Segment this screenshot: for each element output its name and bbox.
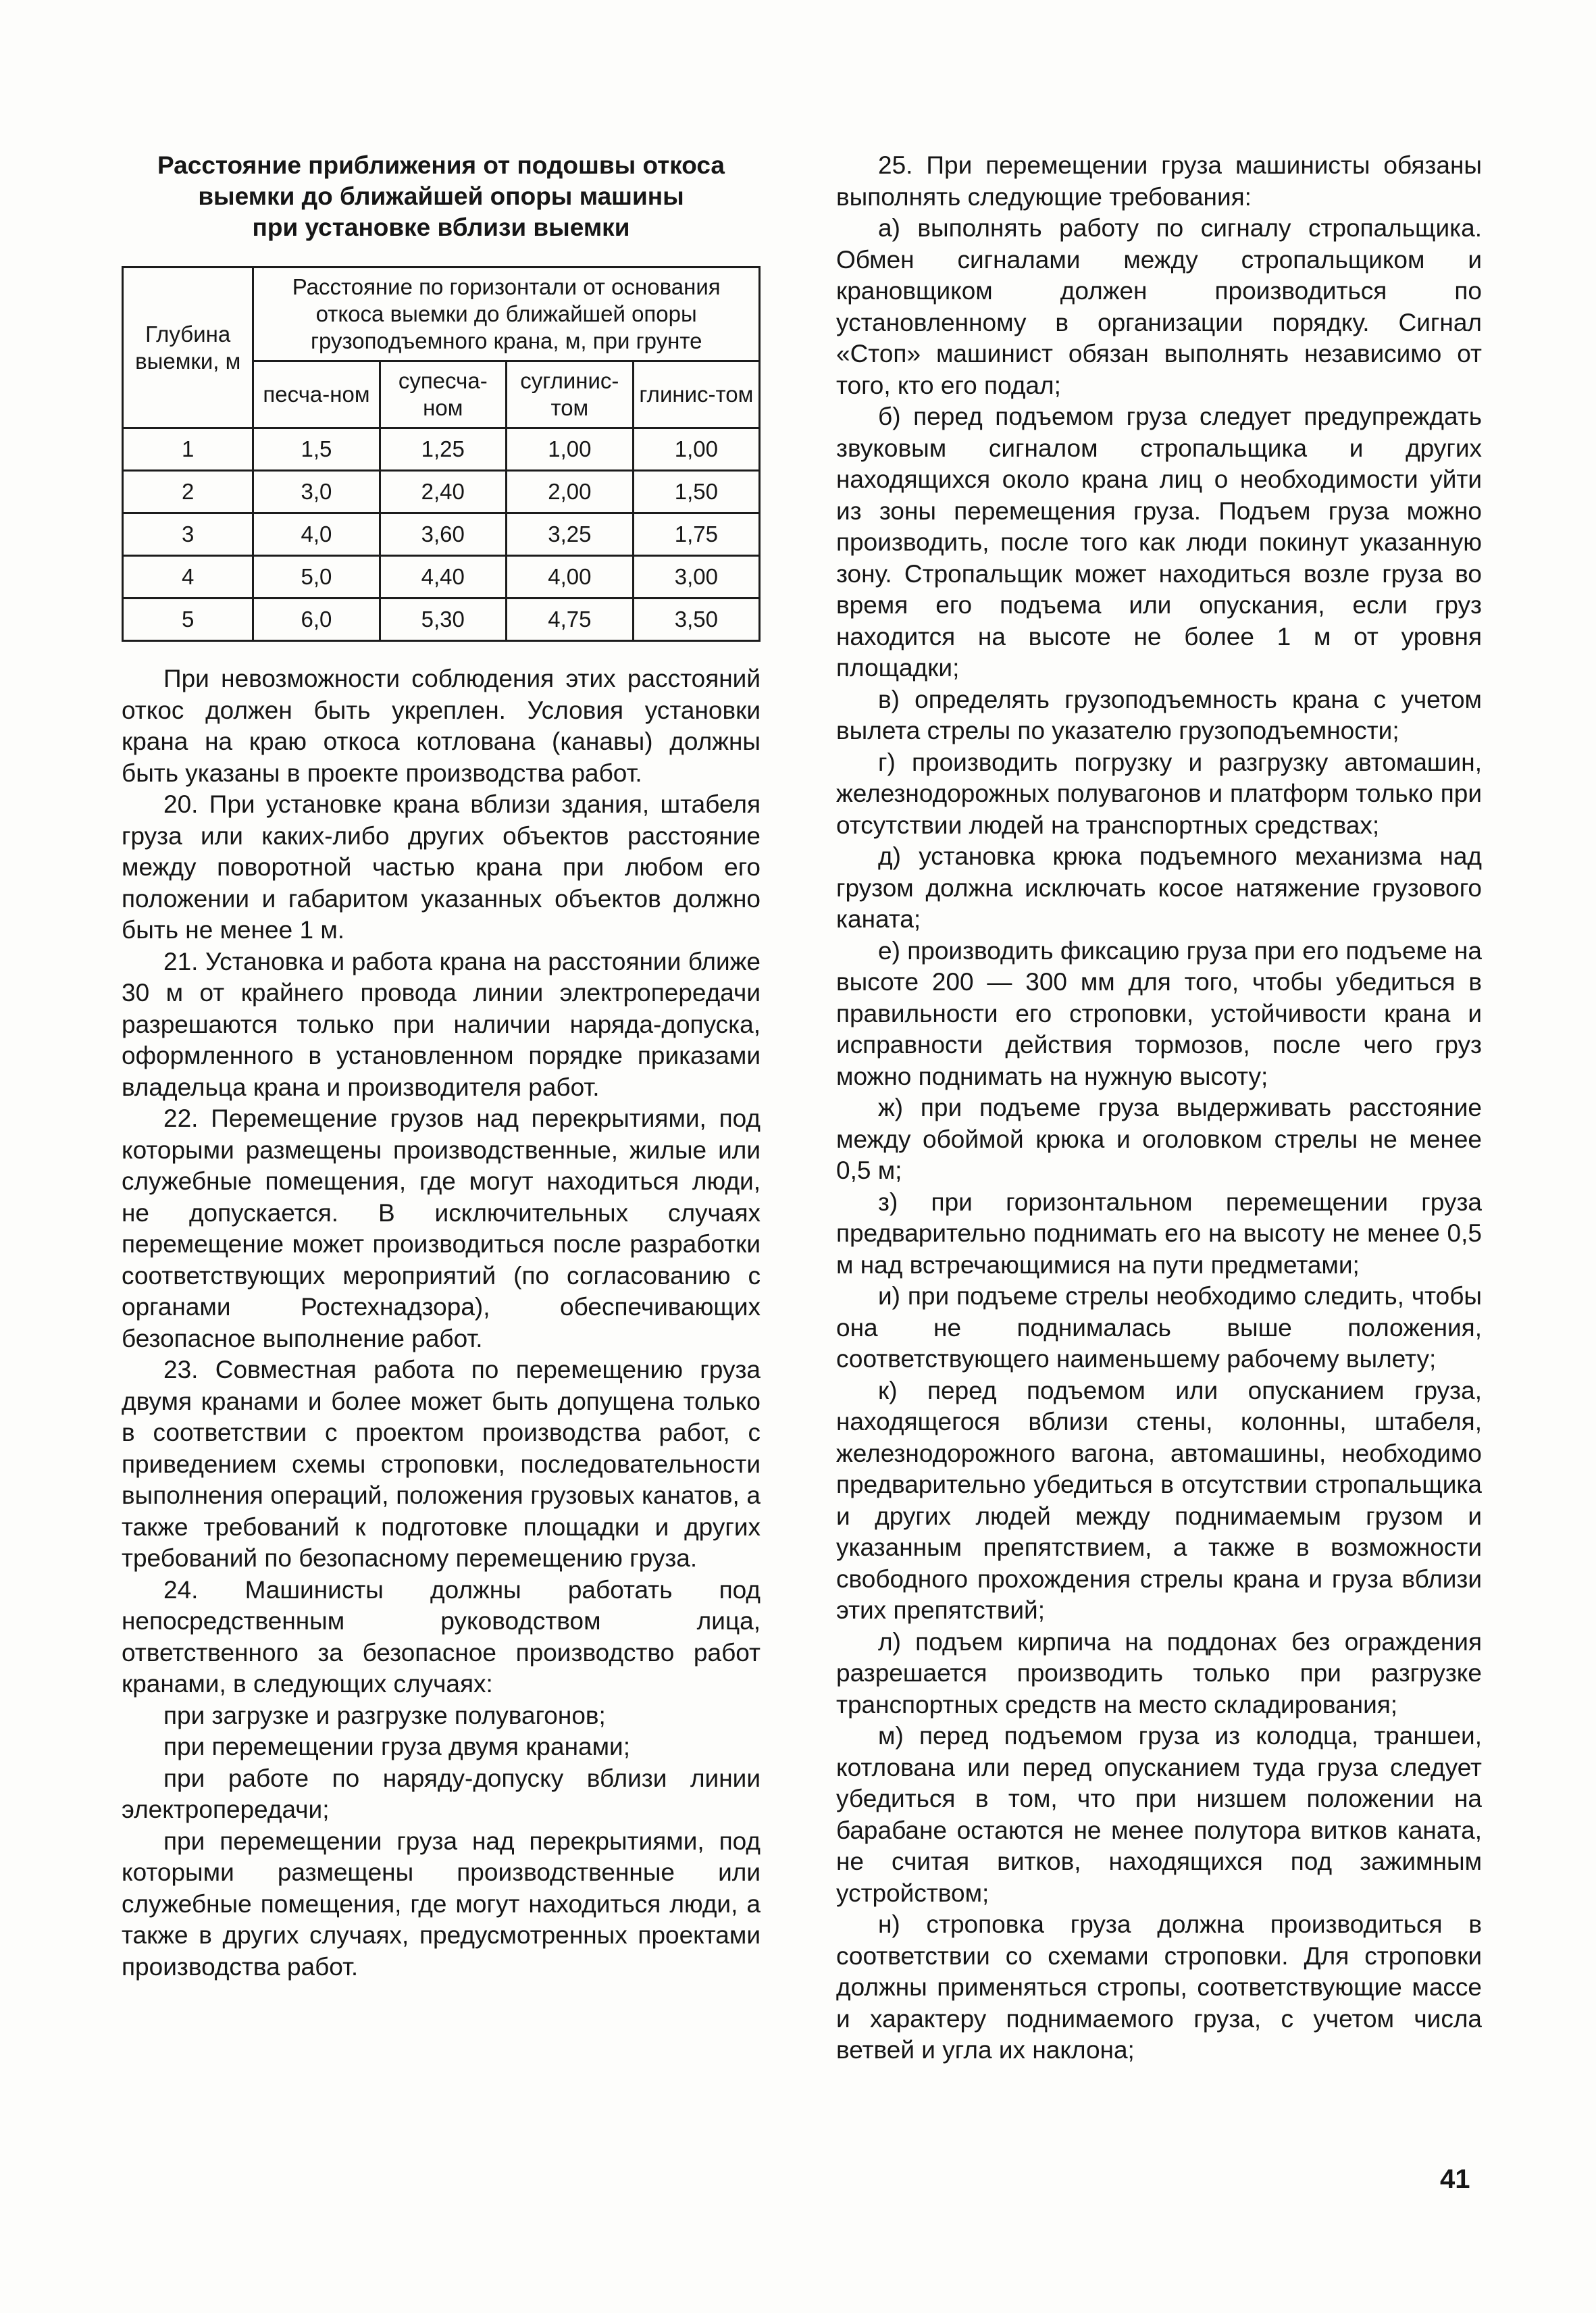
table-cell: 1,75 [633,513,759,556]
sub-item-e: е) производить фиксацию груза при его подъеме на высоте 200 — 300 мм для того, чтобы убедиться в правильности его строповки, устойчивости крана и исправности действия тормозов, после чего груз можно поднимать на нужную высоту; [836,936,1482,1090]
sub-item-zh: ж) при подъеме груза выдерживать расстояние между обоймой крюка и оголовком стрелы не менее 0,5 м; [836,1094,1482,1184]
table-cell: 3,60 [380,513,507,556]
sub-item-b: б) перед подъемом груза следует предупреждать звуковым сигналом стропальщика и других находящихся около крана лиц о необходимости уйти из зоны перемещения груза. Подъем груза можно производить, после того как люди покинут указанную зону. Стропальщик может находиться возле груза во время его подъема или опускания, если груз находится на высоте не более 1 м от уровня площадки; [836,403,1482,682]
paragraph-item-22: 22. Перемещение грузов над перекрытиями, под которыми размещены производственные, жилые или служебные помещения, где могут находиться люди, не допускается. В исключительных случаях перемещение может производиться после разработки соответствующих мероприятий (по согласованию с органами Ростехнадзора), обеспечивающих безопасное выполнение работ. [122,1104,761,1352]
table-cell: 3 [123,513,253,556]
table-cell: 1 [123,428,253,471]
paragraph-item-23: 23. Совместная работа по перемещению груза двумя кранами и более может быть допущена только в соответствии с проектом производства работ, с приведением схемы строповки, последовательности выполнения операций, положения грузовых канатов, а также требований к подготовке площадки и других требований по безопасному перемещению груза. [122,1356,761,1572]
table-cell: 6,0 [253,599,380,641]
table-cell: 3,00 [633,556,759,599]
table-cell: 2,40 [380,471,507,513]
table-cell: 1,50 [633,471,759,513]
table-cell: 4,40 [380,556,507,599]
left-column [122,150,761,1983]
paragraph-item-21: 21. Установка и работа крана на расстоянии ближе 30 м от крайнего провода линии электропередачи разрешаются только при наличии наряда-допуска, оформленного в установленном порядке приказами владельца крана и производителя работ. [122,947,761,1101]
table-cell: 2 [123,471,253,513]
table-row [123,471,760,513]
table-row [123,513,760,556]
table-cell: 4,00 [507,556,634,599]
soil-header: глинис-том [633,361,759,428]
depth-header: Глубина выемки, м [123,268,253,428]
table-cell: 4,0 [253,513,380,556]
table-title [122,150,761,243]
table-row [123,556,760,599]
table-cell: 1,25 [380,428,507,471]
table-cell: 5 [123,599,253,641]
soil-header: суглинис-том [507,361,634,428]
sub-item-z: з) при горизонтальном перемещении груза предварительно поднимать его на высоту не менее 0,5 м над встречающимися на пути предметами; [836,1188,1482,1279]
sub-item-l: л) подъем кирпича на поддонах без ограждения разрешается производить только при разгрузке транспортных средств на место складирования; [836,1627,1482,1719]
table-cell: 3,0 [253,471,380,513]
sub-item-i: и) при подъеме стрелы необходимо следить, чтобы она не поднималась выше положения, соответствующего наименьшему рабочему вылету; [836,1282,1482,1373]
sub-item-d: д) установка крюка подъемного механизма над грузом должна исключать косое натяжение грузового каната; [836,842,1482,933]
paragraph-item-25: 25. При перемещении груза машинисты обязаны выполнять следующие требования: [836,151,1482,211]
table-title-line: Расстояние приближения от подошвы откоса [157,151,725,179]
sub-item-g: г) производить погрузку и разгрузку автомашин, железнодорожных полувагонов и платформ только при отсутствии людей на транспортных средствах; [836,748,1482,839]
table-cell: 1,5 [253,428,380,471]
sub-item-m: м) перед подъемом груза из колодца, траншеи, котлована или перед опусканием туда груза следует убедиться в том, что при низшем положении на барабане остаются не менее полутора витков каната, не считая витков, находящихся под зажимным устройством; [836,1722,1482,1907]
soil-header: песча-ном [253,361,380,428]
table-cell: 1,00 [633,428,759,471]
sub-item-a: а) выполнять работу по сигналу стропальщика. Обмен сигналами между стропальщиком и крановщиком должен производиться по установленному в организации порядку. Сигнал «Стоп» машинист обязан выполнять независимо от того, кто его подал; [836,214,1482,399]
paragraph-item-20: 20. При установке крана вблизи здания, штабеля груза или каких-либо других объектов расстояние между поворотной частью крана при любом его положении и габаритом указанных объектов должно быть не менее 1 м. [122,790,761,944]
table-cell: 3,25 [507,513,634,556]
soil-header: супесча-ном [380,361,507,428]
paragraph-item-24: 24. Машинисты должны работать под непосредственным руководством лица, ответственного за безопасное производство работ кранами, в следующих случаях: [122,1575,761,1698]
table-cell: 1,00 [507,428,634,471]
table-cell: 4 [123,556,253,599]
paragraph: При невозможности соблюдения этих расстояний откос должен быть укреплен. Условия установки крана на краю откоса котлована (канавы) должны быть указаны в проекте производства работ. [122,665,761,787]
list-item: при загрузке и разгрузке полувагонов; [163,1701,606,1729]
sub-item-v: в) определять грузоподъемность крана с учетом вылета стрелы по указателю грузоподъемности; [836,685,1482,744]
table-row [123,599,760,641]
table-row [123,428,760,471]
table-cell: 3,50 [633,599,759,641]
table-title-line: выемки до ближайшей опоры машины [198,182,684,210]
distance-header: Расстояние по горизонтали от основания откоса выемки до ближайшей опоры грузоподъемного крана, м, при грунте [253,268,760,361]
list-item: при работе по наряду-допуску вблизи линии электропередачи; [122,1764,761,1823]
table-cell: 4,75 [507,599,634,641]
list-item: при перемещении груза двумя кранами; [163,1733,630,1760]
right-column [836,150,1482,2066]
table-cell: 5,30 [380,599,507,641]
table-cell: 2,00 [507,471,634,513]
list-item: при перемещении груза над перекрытиями, под которыми размещены производственные или служебные помещения, где могут находиться люди, а также в других случаях, предусмотренных проектами производства работ. [122,1827,761,1981]
sub-item-k: к) перед подъемом или опусканием груза, находящегося вблизи стены, колонны, штабеля, железнодорожного вагона, автомашины, необходимо предварительно убедиться в отсутствии стропальщика и других людей между поднимаемым грузом и указанным препятствием, а также в возможности свободного прохождения стрелы крана и груза вблизи этих препятствий; [836,1376,1482,1624]
page-number: 41 [1440,2164,1470,2194]
sub-item-n: н) строповка груза должна производиться в соответствии со схемами строповки. Для строповки должны применяться стропы, соответствующие массе и характеру поднимаемого груза, с учетом числа ветвей и угла их наклона; [836,1910,1482,2064]
distance-table [122,266,761,642]
table-cell: 5,0 [253,556,380,599]
table-title-line: при установке вблизи выемки [252,213,630,241]
